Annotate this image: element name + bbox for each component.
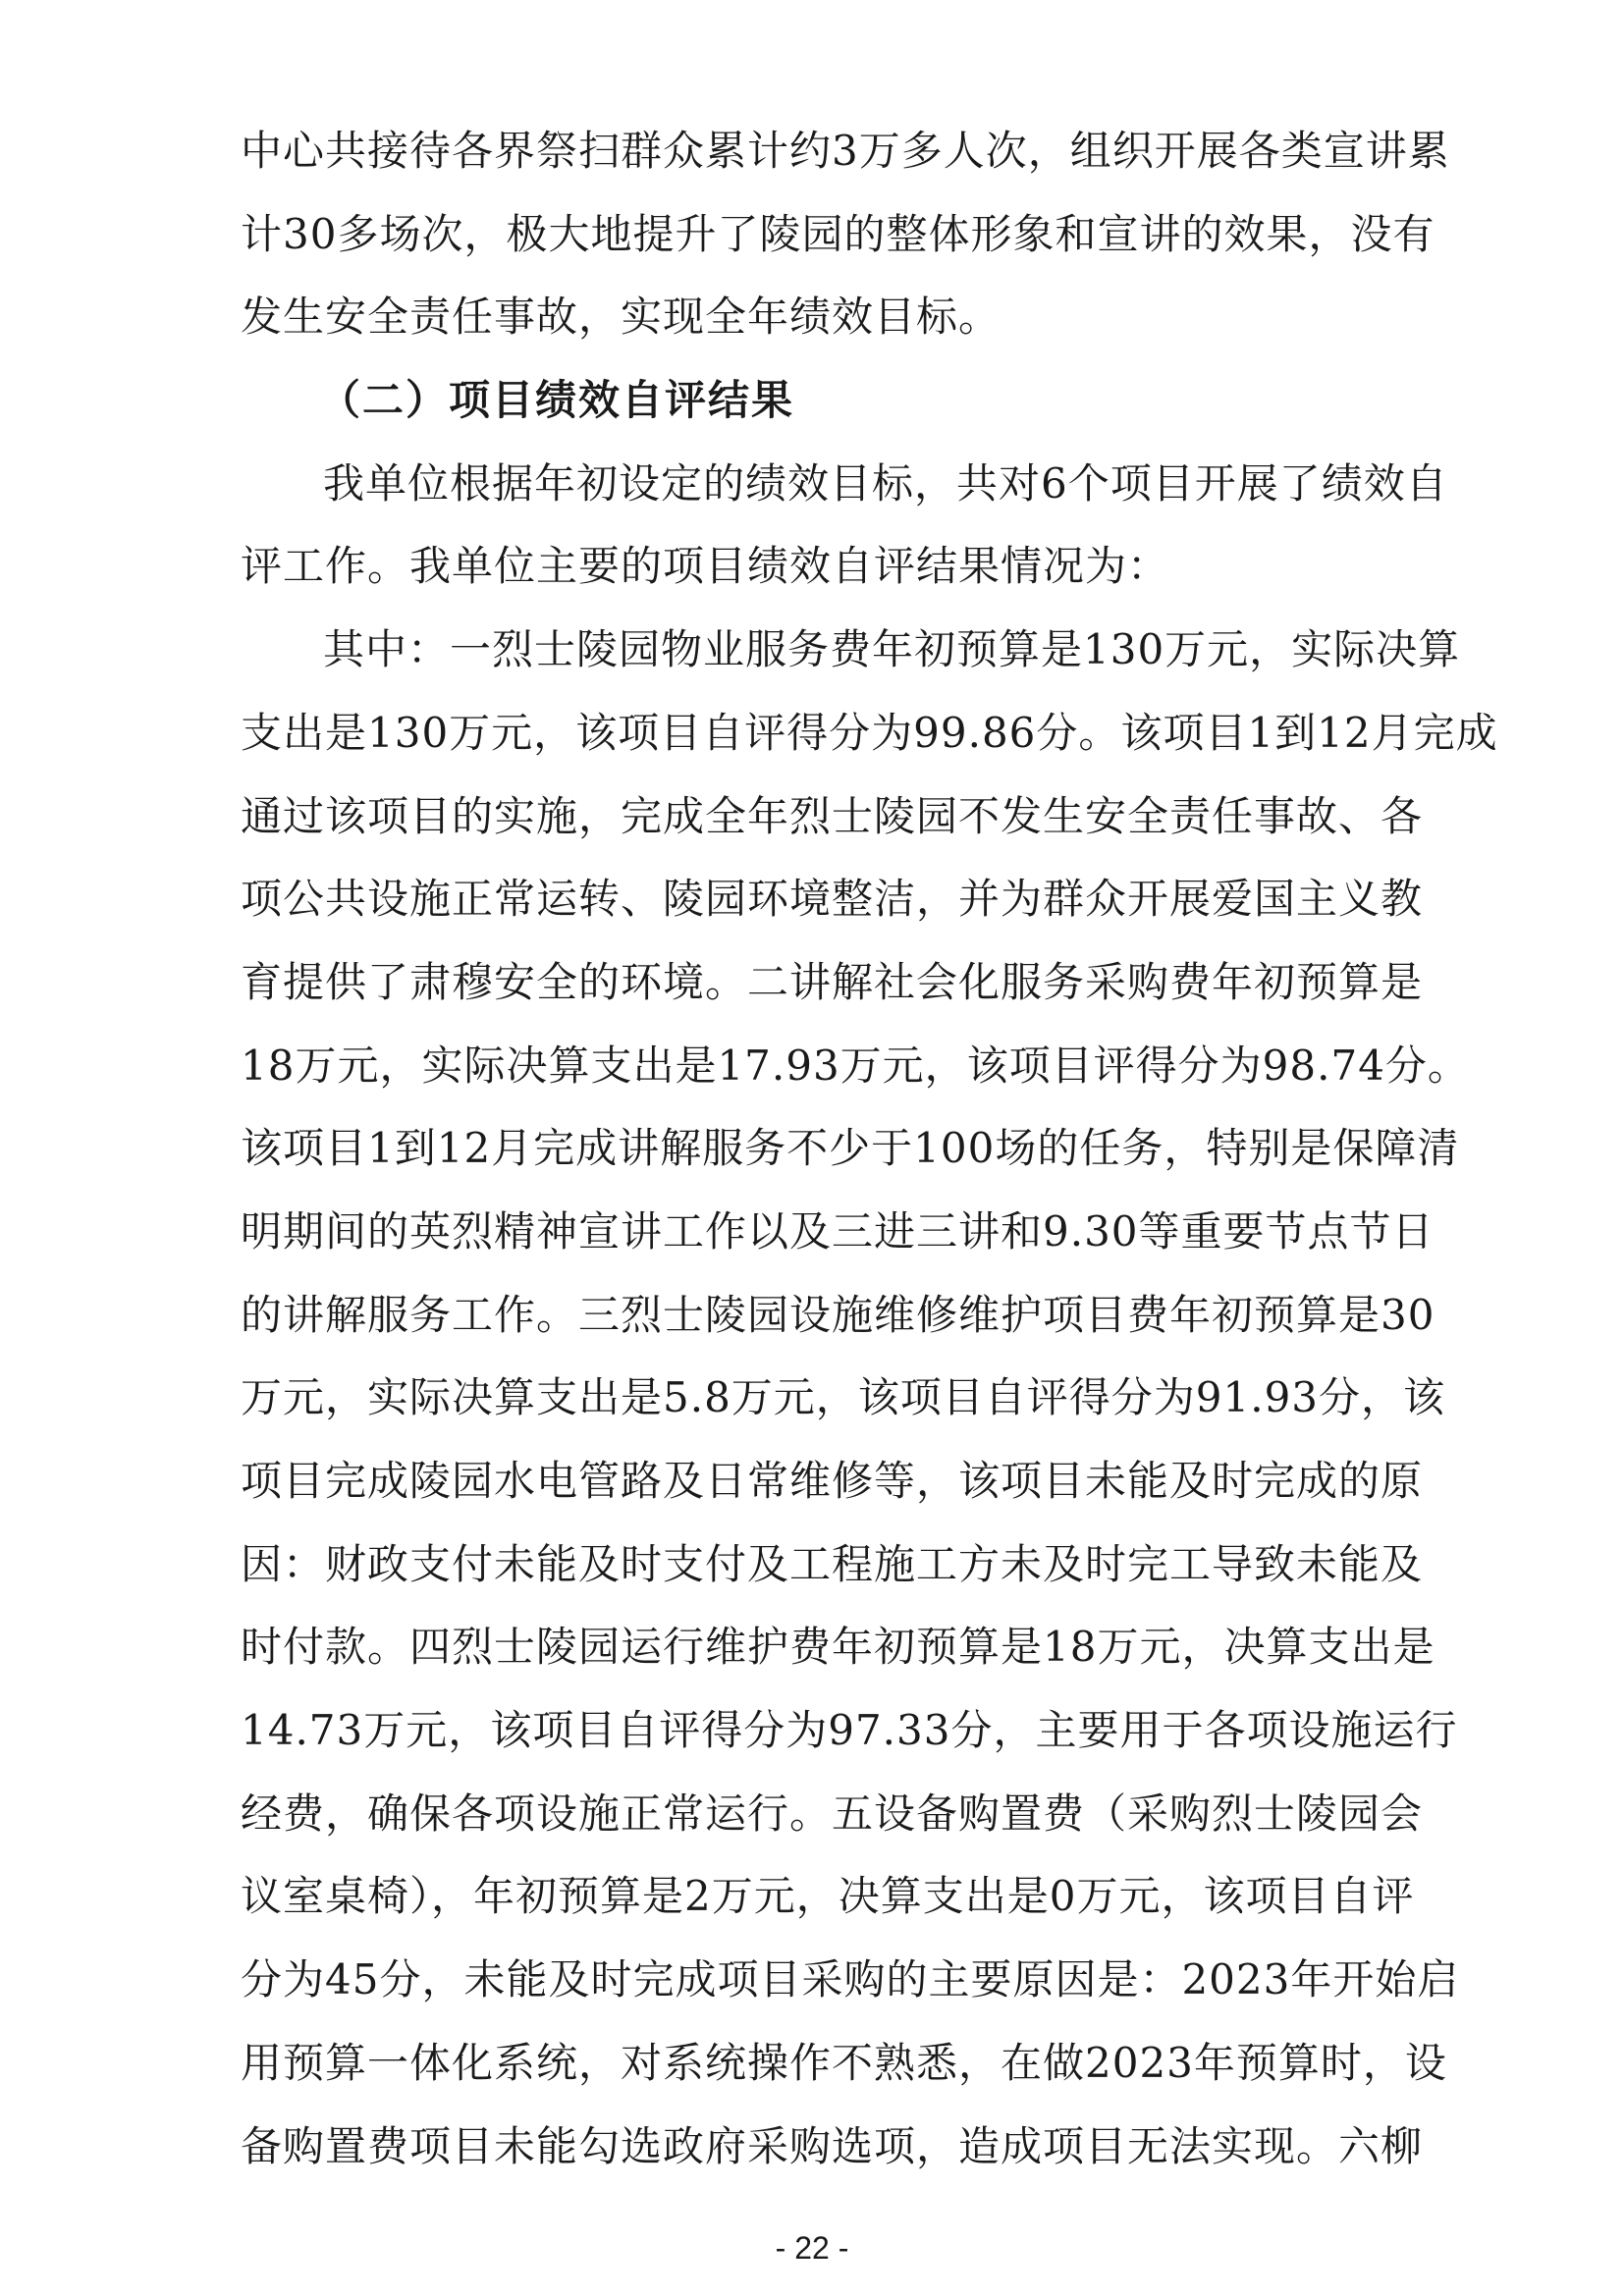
text-line: 其中：一烈士陵园物业服务费年初预算是130万元，实际决算	[323, 625, 1461, 674]
text-line: 中心共接待各界祭扫群众累计约3万多人次，组织开展各类宣讲累	[241, 127, 1450, 175]
text-line: 项公共设施正常运转、陵园环境整洁，并为群众开展爱国主义教	[241, 875, 1424, 924]
section-heading: （二）项目绩效自评结果	[319, 376, 795, 425]
text-line: 分为45分，未能及时完成项目采购的主要原因是：2023年开始启	[241, 1955, 1460, 2004]
text-line: 该项目1到12月完成讲解服务不少于100场的任务，特别是保障清	[241, 1124, 1460, 1173]
text-line: 发生安全责任事故，实现全年绩效目标。	[241, 293, 1001, 342]
text-line: 18万元，实际决算支出是17.93万元，该项目评得分为98.74分。	[241, 1041, 1470, 1090]
text-line: 时付款。四烈士陵园运行维护费年初预算是18万元，决算支出是	[241, 1623, 1435, 1672]
document-body	[241, 110, 1498, 2188]
text-line: 的讲解服务工作。三烈士陵园设施维修维护项目费年初预算是30	[241, 1290, 1435, 1339]
text-line: 议室桌椅），年初预算是2万元，决算支出是0万元，该项目自评	[241, 1872, 1415, 1921]
text-line: 万元，实际决算支出是5.8万元，该项目自评得分为91.93分，该	[241, 1373, 1446, 1422]
text-line: 明期间的英烈精神宣讲工作以及三进三讲和9.30等重要节点节日	[241, 1206, 1435, 1255]
text-line: 通过该项目的实施，完成全年烈士陵园不发生安全责任事故、各	[241, 791, 1424, 840]
text-line: 项目完成陵园水电管路及日常维修等，该项目未能及时完成的原	[241, 1457, 1424, 1505]
text-line: 备购置费项目未能勾选政府采购选项，造成项目无法实现。六柳	[241, 2121, 1424, 2170]
text-line: 用预算一体化系统，对系统操作不熟悉，在做2023年预算时，设	[241, 2038, 1447, 2087]
text-line: 育提供了肃穆安全的环境。二讲解社会化服务采购费年初预算是	[241, 957, 1424, 1006]
text-line: 14.73万元，该项目自评得分为97.33分，主要用于各项设施运行	[241, 1706, 1458, 1755]
text-line: 计30多场次，极大地提升了陵园的整体形象和宣讲的效果，没有	[241, 209, 1435, 258]
text-line: 我单位根据年初设定的绩效目标，共对6个项目开展了绩效自	[323, 458, 1448, 507]
text-line: 评工作。我单位主要的项目绩效自评结果情况为：	[241, 542, 1170, 591]
page-number: - 22 -	[775, 2230, 849, 2266]
text-line: 支出是130万元，该项目自评得分为99.86分。该项目1到12月完成	[241, 708, 1498, 757]
text-line: 因：财政支付未能及时支付及工程施工方未及时完工导致未能及	[241, 1539, 1424, 1588]
text-line: 经费，确保各项设施正常运行。五设备购置费（采购烈士陵园会	[241, 1789, 1424, 1838]
